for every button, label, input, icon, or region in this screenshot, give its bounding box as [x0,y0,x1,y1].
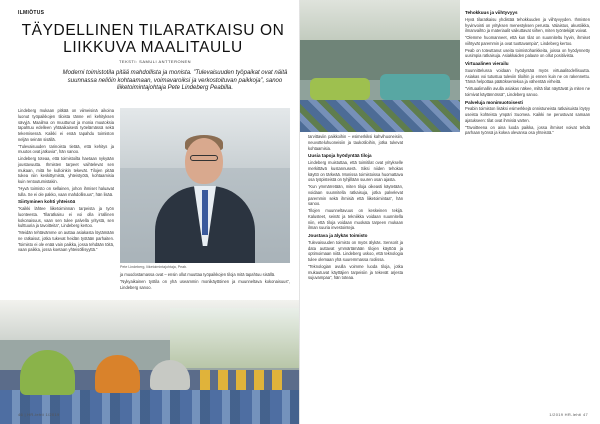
paragraph: Lindeberg muistuttaa, että toimitilat ovat yritykselle merkittävä kustannuserä. Siksi niiden tehokas käyttö on tärkeää. Monissa toimistoissa huomattava osa työpisteistä on tyhjillään suuren osan ajasta. [308,160,403,183]
paragraph: Tulevaisuuden toimisto on myös älykäs. Sensorit ja data auttavat ymmärtämään tilojen käyttöä ja optimoimaan niitä. Lindeberg uskoo, että teknologia tulee olemaan yhä suuremmassa roolissa. [308,239,403,262]
headline-line-2: LIIKKUVA MAALITAULU [63,39,243,56]
paragraph: Tilojen muunneltavuus on keskeinen tekijä. Kalusteet, seinät ja tekniikka voidaan suunnitella niin, että tiloja voidaan muokata tarpeen mukaan ilman suuria investointeja. [308,208,403,231]
portrait-photo [120,108,290,263]
lead-paragraph: Moderni toimistotila pitää mahdollista ja monista. ”Tulevaisuuden työpaikat ovat näitä suunnassa neliöin kohtaamaan, voimavaroiksi ja verkostoituvan paikkoja”, sanoo liiketoimintajohtaja Pete Lindeberg Peabilla. [62,70,288,92]
paragraph: ”Meidän tehtävämme on auttaa asiakasta löytämään ne ratkaisut, jotka tukevat heidän työtään parhaiten. Toimisto ei ole enää vain paikka, jossa tehdään töitä, vaan paikka, jossa koetaan yhteisöllisyyttä.” [18,230,114,253]
paragraph: ja muodostamassa ovat – ensin ollut muuttaa työpaikkojen tiloja mitä tapahtuu sisällä. [120,272,276,277]
left-column-1 [18,108,114,254]
paragraph: Peab on toteuttanut useita toimistohankkeita, joissa on hyödynnetty uusimpia ratkaisuja. Asiakkaiden palaute on ollut positiivista. [465,47,590,59]
byline: TEKSTI: SAMULI ANTTERONEN [118,59,192,64]
subheading: Palveluja monimuotoisesti [465,99,523,105]
right-column-2 [465,8,590,137]
paragraph: ”Tulevaisuuden tarinoista tietää, että kehitys ja muutos ovat jatkuvia”, hän sanoo. [18,143,114,155]
subheading: Uusia tapoja hyödyntää tiloja [308,153,372,159]
paragraph: ”Tavoitteena on aina luoda paikka, jossa ihmiset voivat tehdä parhaan työnsä ja kokea olevansa osa yhteisöä.” [465,124,590,136]
paragraph: ”Nykyaikainen työtila on yhä useammin monikäyttöinen ja muunneltava kokonaisuus”, Lindeberg sanoo. [120,278,290,290]
lounge-photo [300,0,460,132]
paragraph: Lindeberg mukaan pitkää on viimeisinä aikoina luonut työpaikkojen tiloista tänne eri kehityksen sävyjä. Maailma on muuttunut ja monia muutoksia tapahtuu edelleen yhtäaikaisesti työelämässä sekä tekemisessä. Kaikki ei enää tapahdu toimiston neljän seinän sisällä. [18,108,114,142]
paragraph: Suunnittelussa voidaan hyödyntää myös virtuaalitodellisuutta. Asiakas voi tutustua tuleviin tiloihin jo ennen kuin ne on rakennettu. Tämä helpottaa päätöksentekoa ja vähentää virheitä. [465,67,590,85]
subheading: Virtuaalinen vierailu [465,61,509,66]
paragraph: ”Teknologian avulla voimme luoda tiloja, jotka mukautuvat käyttäjien tarpeisiin ja tekevät arjesta sujuvampaa”, hän toteaa. [308,263,403,281]
paragraph: Peabin toimiston lisäksi esimerkkejä onnistuneista ratkaisuista löytyy useista kohteista ympäri Suomea. Kaikki ne perustuvat samaan ajatukseen: tilat ovat ihmisiä varten. [465,106,590,123]
left-column-2 [120,272,290,291]
subheading: Tehokkuus ja viihtyvyys [465,10,518,15]
headline [18,22,288,56]
paragraph: Hyvä tilaratkaisu yhdistää tehokkuuden ja viihtyvyyden. Ihmisten hyvinvointi on yrityksen menestyksen perusta. Valaistus, akustiikka, ilmanvaihto ja materiaalit vaikuttavat siihen, miten työntekijät voivat. [465,16,590,34]
paragraph: ”Kaikki lähtee liiketoiminnan tarpeista ja työn luonteesta. Tilaratkaisu ei voi olla irrallinen kokonaisuus, vaan sen tulee palvella yritystä, sen kulttuuria ja tavoitteita”, Lindeberg kertoo. [18,206,114,229]
paragraph: ”Kun ymmärretään, miten tiloja oikeasti käytetään, voidaan suunnitella ratkaisuja, jotka palvelevat paremmin sekä ihmisiä että liiketoimintaa”, hän sanoo. [308,184,403,207]
page-number-left: 46 | HR-lehti 1/2019 [18,412,60,417]
right-page [300,0,600,424]
subheading: Siirtyminen kohti yhteisöä [18,199,76,205]
right-column-1 [308,134,403,282]
paragraph: ”Hyvä toimisto on sellainen, johon ihmiset haluavat tulla. Se ei ole pakko, vaan mahdollisuus”, hän lisää. [18,185,114,197]
paragraph: tarvittaviin paikkoihin – esimerkiksi kahvihuoneisiin, neuvotteluhuoneisiin ja taukotiloihin, jotka tukevat kohtaamisia. [308,134,403,151]
subheading: Joustava ja älykäs toimisto [308,233,368,238]
paragraph: ”Virtuaalimallin avulla asiakas näkee, miltä tilat näyttävät ja miten ne toimivat käytännössä”, Lindeberg sanoo. [465,86,590,97]
section-tag: ILMIÖTUS [18,10,45,16]
office-photo [0,300,300,424]
photo-caption: Pete Lindeberg, liiketoimintajohtaja, Peab. [120,265,188,269]
paragraph: ”Olemme huomanneet, että kun tilat on suunniteltu hyvin, ihmiset viihtyvät paremmin ja ovat tuottavampia”, Lindeberg kertoo. [465,35,590,46]
headline-line-1: TÄYDELLINEN TILARATKAISU ON [21,22,285,39]
page-number-right: 1/2019 HR-lehti 47 [549,412,588,417]
paragraph: Lindeberg toteaa, että toimistoilta haetaan nykyään joustavuutta. Ihmisten tarpeet vaihtelevat sen mukaan, mitä he kulloinkin tekevät. Tilojen pitää tukea niin keskittymistä, yhteistyötä, kohtaamisia kuin rentoutumistakin. [18,156,114,184]
